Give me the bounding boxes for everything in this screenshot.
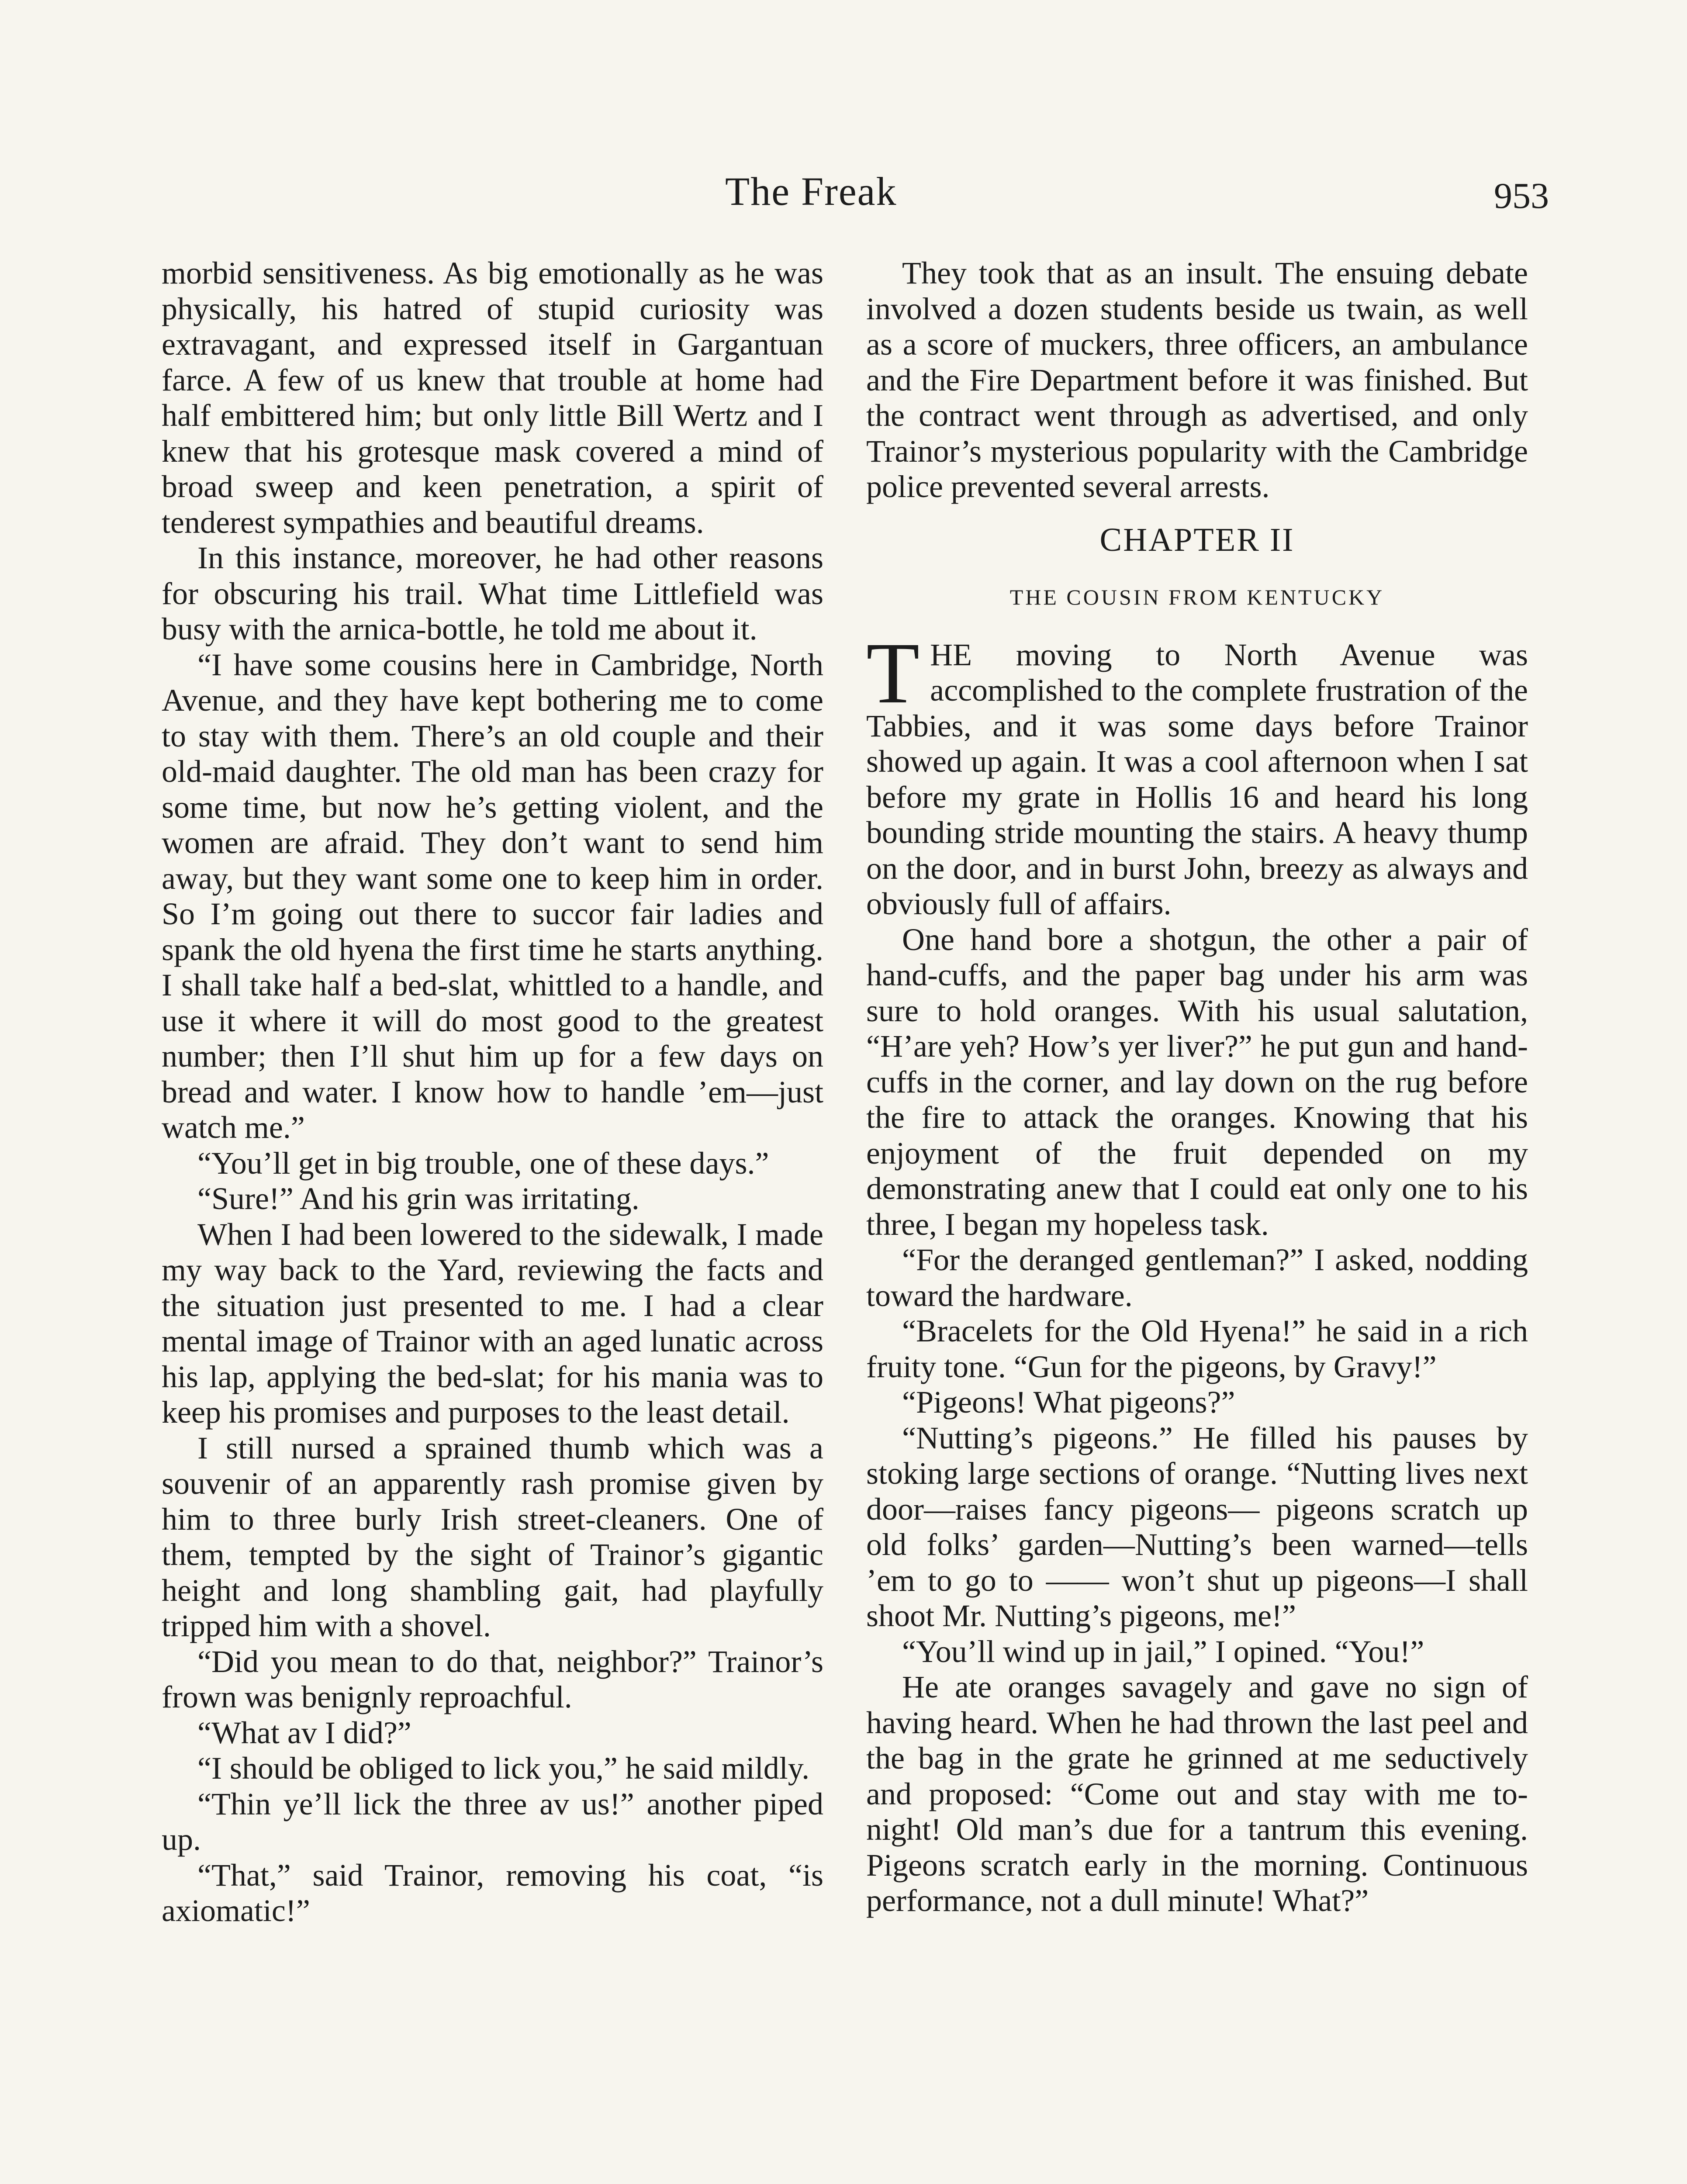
paragraph: I still nursed a sprained thumb which was a souvenir of an apparently rash promise given by him to three burly Irish street-cleaners. One of them, tempted by the sight of Trainor’s gigantic height and long shambling gait, had playfully tripped him with a shovel. xyxy=(162,1430,823,1643)
paragraph: When I had been lowered to the sidewalk, I made my way back to the Yard, reviewing the facts and the situation just presented to me. I had a clear mental image of Trainor with an aged lunatic across his lap, applying the bed-slat; for his mania was to keep his promises and purposes to the least detail. xyxy=(162,1216,823,1430)
paragraph: “Nutting’s pigeons.” He filled his pauses by stoking large sections of orange. “Nutting lives next door—raises fancy pigeons— pigeons scratch up old folks’ garden—Nutting’s been warned—tells ’em to go to —— won’t shut up pigeons—I shall shoot Mr. Nutting’s pigeons, me!” xyxy=(866,1420,1528,1633)
paragraph: “You’ll get in big trouble, one of these days.” xyxy=(197,1145,769,1181)
first-paragraph-text: HE moving to North Avenue was accomplished to the complete frustration of the Tabbies, and it was some days before Trainor showed up again. It was a cool afternoon when I sat before my grate in Hollis 16 and heard his long bounding stride mounting the stairs. A heavy thump on the door, and in burst John, breezy as always and obviously full of affairs. xyxy=(866,637,1528,921)
right-column xyxy=(866,256,1528,1919)
page-number: 953 xyxy=(1494,176,1549,216)
paragraph: “Thin ye’ll lick the three av us!” another piped up. xyxy=(162,1786,823,1857)
paragraph: They took that as an insult. The ensuing debate involved a dozen students beside us twain, as well as a score of muckers, three officers, an ambulance and the Fire Department before it was finished. But the contract went through as advertised, and only Trainor’s mysterious popularity with the Cambridge police prevented several arrests. xyxy=(866,256,1528,504)
paragraph: morbid sensitiveness. As big emotionally as he was physically, his hatred of stupid curiosity was extravagant, and expressed itself in Gargantuan farce. A few of us knew that trouble at home had half embittered him; but only little Bill Wertz and I knew that his grotesque mask covered a mind of broad sweep and keen penetration, a spirit of tenderest sympathies and beautiful dreams. xyxy=(162,256,823,540)
paragraph: “Pigeons! What pigeons?” xyxy=(902,1385,1235,1420)
drop-cap: T xyxy=(866,625,920,722)
chapter-subtitle: THE COUSIN FROM KENTUCKY xyxy=(1009,585,1385,609)
running-title: The Freak xyxy=(725,169,897,214)
chapter-heading: CHAPTER II xyxy=(1099,521,1295,558)
paragraph: “Did you mean to do that, neighbor?” Trainor’s frown was benignly reproachful. xyxy=(162,1644,823,1714)
paragraph: In this instance, moreover, he had other reasons for obscuring his trail. What time Littlefield was busy with the arnica-bottle, he told me about it. xyxy=(162,540,823,646)
paragraph: “For the deranged gentleman?” I asked, nodding toward the hardware. xyxy=(866,1242,1528,1313)
paragraph: “I should be obliged to lick you,” he said mildly. xyxy=(197,1751,810,1786)
paragraph: “What av I did?” xyxy=(197,1715,411,1750)
paragraph: “I have some cousins here in Cambridge, North Avenue, and they have kept bothering me to come to stay with them. There’s an old couple and their old-maid daughter. The old man has been crazy for some time, but now he’s getting violent, and the women are afraid. They don’t want to send him away, but they want some one to keep him in order. So I’m going out there to succor fair ladies and spank the old hyena the first time he starts anything. I shall take half a bed-slat, whittled to a handle, and use it where it will do most good to the greatest number; then I’ll shut him up for a few days on bread and water. I know how to handle ’em—just watch me.” xyxy=(162,647,823,1145)
chapter-first-paragraph xyxy=(866,625,1528,922)
paragraph: He ate oranges savagely and gave no sign of having heard. When he had thrown the last peel and the bag in the grate he grinned at me seductively and proposed: “Come out and stay with me to-night! Old man’s due for a tantrum this evening. Pigeons scratch early in the morning. Continuous performance, not a dull minute! What?” xyxy=(866,1669,1528,1918)
paragraph: “You’ll wind up in jail,” I opined. “You!” xyxy=(902,1634,1424,1669)
paragraph: “That,” said Trainor, removing his coat, “is axiomatic!” xyxy=(162,1857,823,1928)
left-column xyxy=(162,256,823,1929)
paragraph: One hand bore a shotgun, the other a pair of hand-cuffs, and the paper bag under his arm was sure to hold oranges. With his usual salutation, “H’are yeh? How’s yer liver?” he put gun and hand-cuffs in the corner, and lay down on the rug before the fire to attack the oranges. Knowing that his enjoyment of the fruit depended on my demonstrating anew that I could eat only one to his three, I began my hopeless task. xyxy=(866,922,1528,1242)
paragraph: “Bracelets for the Old Hyena!” he said in a rich fruity tone. “Gun for the pigeons, by Gravy!” xyxy=(866,1313,1528,1384)
paragraph: “Sure!” And his grin was irritating. xyxy=(197,1181,640,1216)
